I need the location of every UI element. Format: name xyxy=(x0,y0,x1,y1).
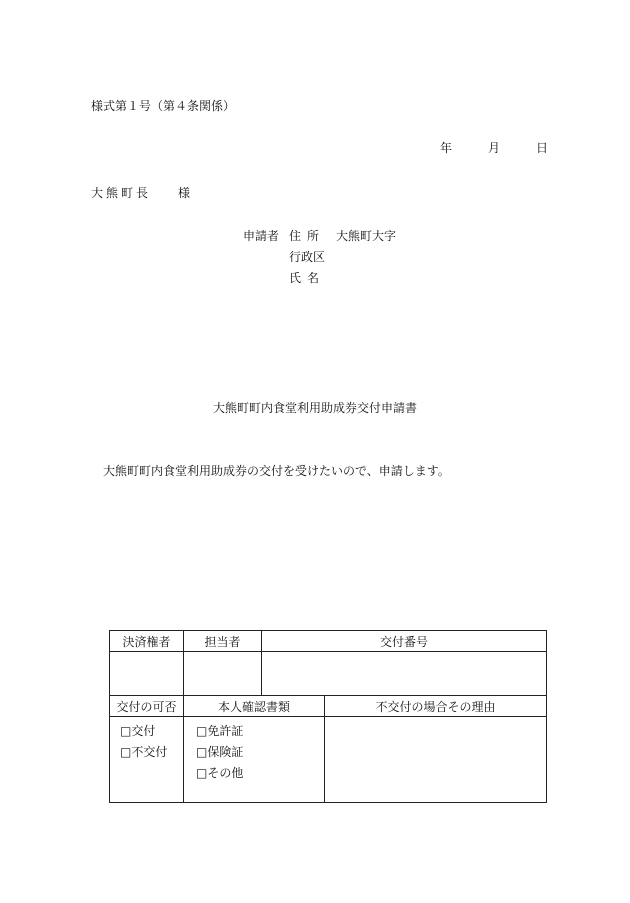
header-approver: 決済権者 xyxy=(110,631,184,652)
applicant-label: 申請者 xyxy=(243,229,280,243)
header-staff: 担当者 xyxy=(184,631,262,652)
form-number: 様式第１号（第４条関係） xyxy=(91,99,236,113)
staff-cell[interactable] xyxy=(184,652,262,696)
checkbox-insurance[interactable]: □保険証 xyxy=(196,745,244,759)
date-month-label: 月 xyxy=(488,141,501,155)
document-title: 大熊町町内食堂利用助成券交付申請書 xyxy=(212,401,417,415)
address-value: 大熊町大字 xyxy=(336,229,397,243)
issue-number-cell[interactable] xyxy=(262,652,547,696)
header-issue-number: 交付番号 xyxy=(262,631,547,652)
date-day-label: 日 xyxy=(536,141,549,155)
checkbox-no-issue[interactable]: □不交付 xyxy=(120,745,168,759)
district-label: 行政区 xyxy=(289,250,326,264)
checkbox-license[interactable]: □免許証 xyxy=(196,724,244,738)
rejection-reason-cell[interactable] xyxy=(325,717,547,803)
recipient-honorific: 様 xyxy=(178,186,191,200)
name-label: 氏名 xyxy=(289,271,326,285)
header-approval: 交付の可否 xyxy=(110,696,184,717)
checkbox-other[interactable]: □その他 xyxy=(196,766,244,780)
address-label: 住所 xyxy=(289,229,326,243)
approver-cell[interactable] xyxy=(110,652,184,696)
header-id-documents: 本人確認書類 xyxy=(184,696,325,717)
approval-options-cell xyxy=(110,717,184,803)
date-year-label: 年 xyxy=(440,141,453,155)
id-documents-cell xyxy=(184,717,325,803)
checkbox-issue[interactable]: □交付 xyxy=(120,724,156,738)
application-statement: 大熊町町内食堂利用助成券の交付を受けたいので、申請します。 xyxy=(103,464,450,478)
recipient-name: 大熊町長 xyxy=(91,186,152,200)
office-use-table xyxy=(109,630,547,803)
header-rejection-reason: 不交付の場合その理由 xyxy=(325,696,547,717)
